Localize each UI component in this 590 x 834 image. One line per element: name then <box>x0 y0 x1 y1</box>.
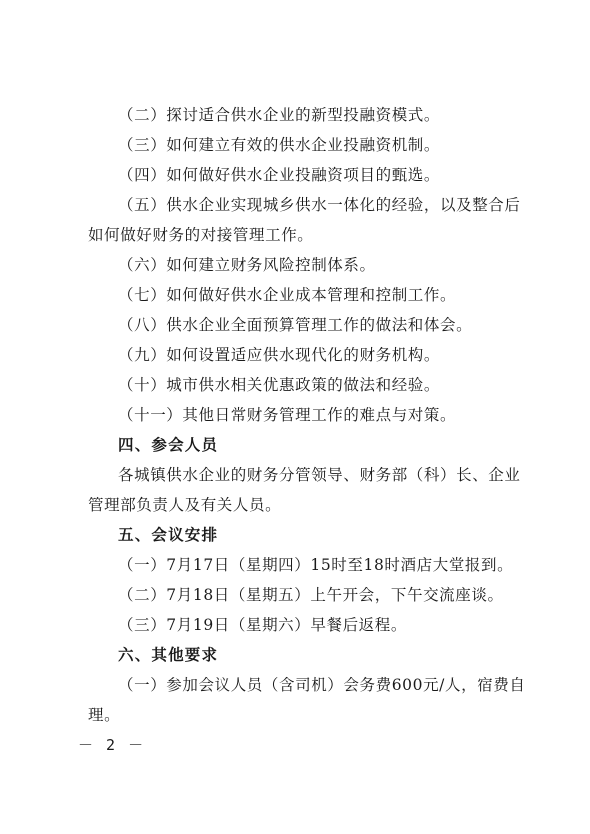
list-item-8: （八）供水企业全面预算管理工作的做法和体会。 <box>118 316 473 334</box>
schedule-item-1: （一）7月17日（星期四）15时至18时酒店大堂报到。 <box>118 556 514 574</box>
schedule-item-2: （二）7月18日（星期五）上午开会，下午交流座谈。 <box>118 586 504 604</box>
list-item-9: （九）如何设置适应供水现代化的财务机构。 <box>118 346 441 364</box>
requirement-item-1-line-1: （一）参加会议人员（含司机）会务费600元/人，宿费自 <box>118 676 526 694</box>
list-item-2: （二）探讨适合供水企业的新型投融资模式。 <box>118 106 441 124</box>
attendees-paragraph-line-1: 各城镇供水企业的财务分管领导、财务部（科）长、企业 <box>118 466 521 484</box>
requirement-item-1-line-2: 理。 <box>88 706 121 724</box>
list-item-5-line-2: 如何做好财务的对接管理工作。 <box>88 226 314 244</box>
section-heading-schedule: 五、会议安排 <box>118 526 219 544</box>
section-heading-other-requirements: 六、其他要求 <box>118 646 219 664</box>
list-item-11: （十一）其他日常财务管理工作的难点与对策。 <box>118 406 457 424</box>
list-item-4: （四）如何做好供水企业投融资项目的甄选。 <box>118 166 441 184</box>
list-item-7: （七）如何做好供水企业成本管理和控制工作。 <box>118 286 457 304</box>
list-item-10: （十）城市供水相关优惠政策的做法和经验。 <box>118 376 441 394</box>
list-item-5-line-1: （五）供水企业实现城乡供水一体化的经验，以及整合后 <box>118 196 521 214</box>
page-number: － 2 － <box>78 736 146 754</box>
list-item-6: （六）如何建立财务风险控制体系。 <box>118 256 376 274</box>
attendees-paragraph-line-2: 管理部负责人及有关人员。 <box>88 496 282 514</box>
list-item-3: （三）如何建立有效的供水企业投融资机制。 <box>118 136 441 154</box>
schedule-item-3: （三）7月19日（星期六）早餐后返程。 <box>118 616 407 634</box>
document-body <box>88 100 528 730</box>
section-heading-attendees: 四、参会人员 <box>118 436 219 454</box>
